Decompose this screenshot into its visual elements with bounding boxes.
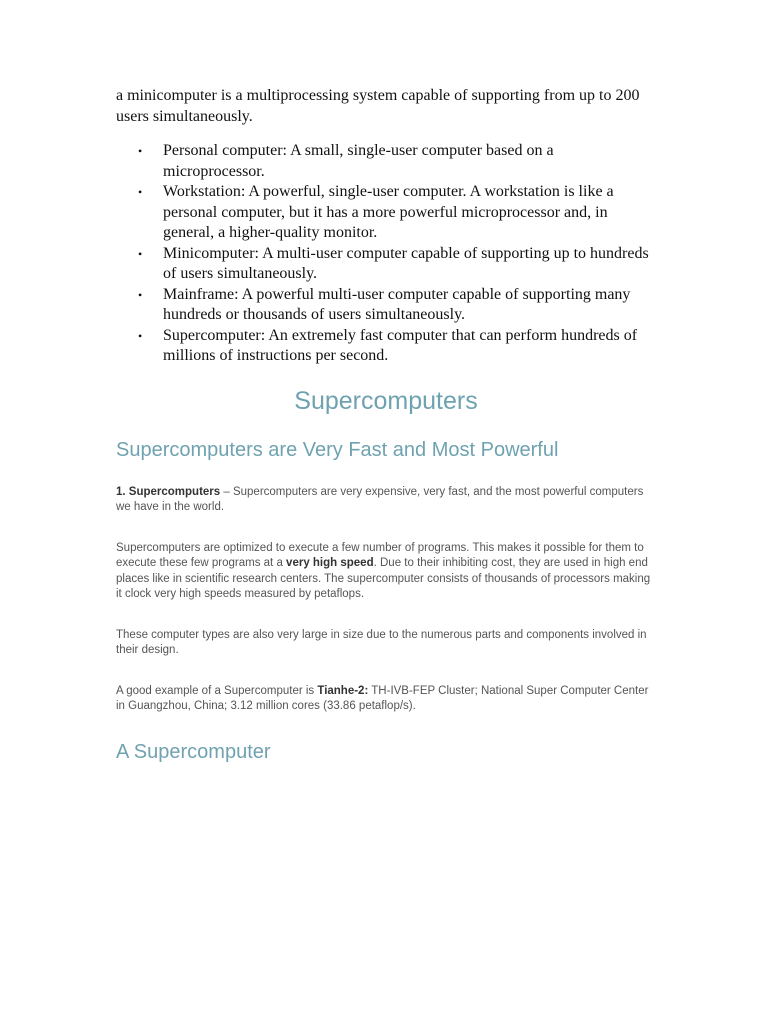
list-item [116,285,656,326]
paragraph-text: TH-IVB-FEP Cluster; National Super Computer Center in Guangzhou, China; 3.12 million cores (33.86 petaflop/s). [116,684,649,712]
list-item-text: Mainframe: A powerful multi-user computer capable of supporting many hundreds or thousands of users simultaneously. [163,285,631,323]
paragraph-size: These computer types are also very large in size due to the numerous parts and components involved in their design. [116,628,647,656]
list-item-text: Personal computer: A small, single-user computer based on a microprocessor. [163,142,554,180]
bullet-icon: • [138,328,143,343]
list-item-text: Supercomputer: An extremely fast computer that can perform hundreds of millions of instructions per second. [163,326,638,364]
figure-heading: A Supercomputer [116,740,271,763]
paragraph-text: Supercomputers are optimized to execute a few number of programs. This makes it possible for them to execute these few programs at a [116,541,644,569]
list-item-text: Minicomputer: A multi-user computer capable of supporting up to hundreds of users simultaneously. [163,244,649,282]
paragraph-definition [116,485,656,516]
document-page [116,86,656,765]
intro-paragraph: a minicomputer is a multiprocessing system capable of supporting from up to 200 users simultaneously. [116,87,640,125]
bullet-icon: • [138,246,143,261]
example-bold: Tianhe-2: [317,684,369,697]
term-bold: 1. Supercomputers [116,485,221,498]
emphasis-bold: very high speed [286,557,374,569]
paragraph-text: – Supercomputers are very expensive, very fast, and the most powerful computers we have in the world. [116,485,644,513]
paragraph-text: . Due to their inhibiting cost, they are used in high end places like in scientific research centers. The supercomputer consists of thousands of processors making it clock very high speeds measured by petaflops. [116,557,651,600]
paragraph-optimization [116,541,656,603]
list-item [116,141,656,182]
list-item [116,326,656,367]
subsection-heading: Supercomputers are Very Fast and Most Powerful [116,438,559,461]
computer-types-list [116,141,656,367]
bullet-icon: • [138,144,143,158]
bullet-icon: • [138,287,143,302]
list-item [116,182,656,244]
paragraph-text: A good example of a Supercomputer is [116,684,318,697]
section-heading: Supercomputers [294,386,478,415]
bullet-icon: • [138,185,143,199]
list-item [116,244,656,285]
list-item-text: Workstation: A powerful, single-user computer. A workstation is like a personal computer, but it has a more powerful microprocessor and, in general, a higher-quality monitor. [163,183,614,241]
paragraph-example [116,684,656,715]
